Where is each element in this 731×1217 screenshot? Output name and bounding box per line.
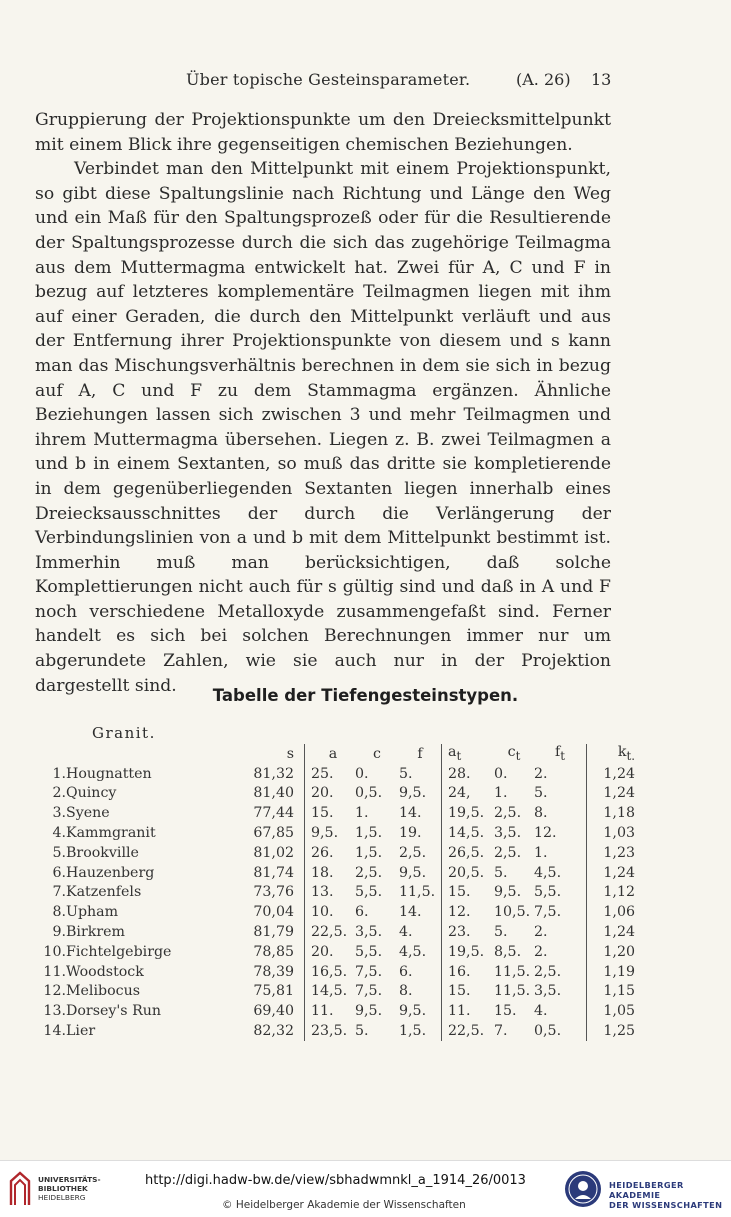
cell-f: 2,5. [399,844,427,861]
cell-c: 7,5. [355,983,383,1000]
header-reference: (A. 26) [516,70,571,89]
page-number: 13 [591,70,612,89]
cell-f: 19. [399,825,422,842]
cell-idx: 2. [52,785,66,802]
cell-idx: 11. [43,963,66,980]
cell-kt: 1,05 [587,1001,636,1021]
table-row [30,1021,635,1041]
table-row [30,1001,635,1021]
cell-kt: 1,24 [587,784,636,804]
library-logo-line: HEIDELBERG [38,1193,86,1202]
cell-s: 75,81 [253,983,294,1000]
cell-a: 18. [305,863,356,883]
cell-s: 78,85 [253,943,294,960]
academy-seal-icon [563,1169,603,1209]
cell-idx: 8. [52,904,66,921]
cell-a: 16,5. [305,962,356,982]
cell-kt: 1,12 [587,883,636,903]
cell-f: 11,5. [399,884,436,901]
header-s: s [286,745,294,762]
table-body [30,764,635,1041]
header-name [66,744,236,764]
cell-a: 10. [305,902,356,922]
cell-at: 20,5. [442,863,495,883]
cell-f: 14. [399,805,422,822]
cell-s: 69,40 [253,1003,294,1020]
cell-a: 20. [305,942,356,962]
cell-name: Dorsey's Run [66,1003,162,1020]
cell-at: 23. [442,922,495,942]
cell-kt: 1,19 [587,962,636,982]
cell-s: 73,76 [253,884,294,901]
cell-a: 25. [305,764,356,784]
cell-ft: 2,5. [534,963,562,980]
cell-c: 2,5. [355,864,383,881]
header-index [30,744,66,764]
cell-ct: 9,5. [494,884,522,901]
cell-ct: 11,5. [494,963,531,980]
cell-ft: 3,5. [534,983,562,1000]
source-url-link[interactable]: http://digi.hadw-bw.de/view/sbhadwmnkl_a_1914_26/0013 [145,1173,526,1188]
cell-kt: 1,23 [587,843,636,863]
cell-c: 1,5. [355,844,383,861]
table-row [30,902,635,922]
cell-idx: 4. [52,825,66,842]
header-ft [534,744,587,764]
table-row [30,883,635,903]
cell-ct: 11,5. [494,983,531,1000]
header-kt [587,744,636,764]
cell-kt: 1,25 [587,1021,636,1041]
cell-a: 23,5. [305,1021,356,1041]
cell-kt: 1,03 [587,823,636,843]
cell-ct: 2,5. [494,844,522,861]
cell-f: 1,5. [399,1023,427,1040]
cell-kt: 1,24 [587,922,636,942]
cell-name: Fichtelgebirge [66,943,172,960]
cell-c: 3,5. [355,924,383,941]
table-group-title: Granit. [92,724,156,742]
cell-kt: 1,18 [587,803,636,823]
header-a: a [305,744,356,764]
cell-c: 5,5. [355,943,383,960]
cell-kt: 1,15 [587,982,636,1002]
header-ct [494,744,534,764]
cell-c: 0,5. [355,785,383,802]
cell-idx: 5. [52,844,66,861]
cell-at: 16. [442,962,495,982]
cell-s: 81,79 [253,924,294,941]
table-row [30,982,635,1002]
cell-a: 22,5. [305,922,356,942]
paragraph: Verbindet man den Mittelpunkt mit einem Projektionspunkt, so gibt diese Spaltungslinie nach Richtung und Länge den Weg und ein Maß für den Spaltungsprozeß oder für die Resultierende der Spaltungsprozesse durch die sich das zugehörige Teilmagma aus dem Muttermagma entwickelt hat. Zwei für A, C und F in bezug auf letzteres komplementäre Teilmagmen liegen mit ihm auf einer Geraden, die durch den Mittelpunkt verläuft und aus der Entfernung ihrer Projektionspunkte von diesem und s kann man das Mischungsverhältnis berechnen in dem sie sich in bezug auf A, C und F zu dem Stammagma ergänzen. Ähnliche Beziehungen lassen sich zwischen 3 und mehr Teilmagmen und ihrem Muttermagma übersehen. Liegen z. B. zwei Teilmagmen a und b in einem Sextanten, so muß das dritte sie kompletierende in dem gegenüberliegenden Sextanten liegen innerhalb eines Dreiecksausschnittes der durch die Verlängerung der Verbindungslinien von a und b mit dem Mittelpunkt bestimmt ist. Immerhin muß man berücksichtigen, daß solche Komplettierungen nicht auch für s gültig sind und daß in A und F noch verschiedene Metalloxyde zusammengefaßt sind. Ferner handelt es sich bei solchen Berechnungen immer nur um abgerundete Zahlen, wie sie auch nur in der Projektion dargestellt sind. [35,159,611,696]
cell-name: Hauzenberg [66,864,155,881]
cell-c: 0. [355,765,369,782]
cell-ft: 5,5. [534,884,562,901]
table-row [30,962,635,982]
cell-ft: 12. [534,825,557,842]
cell-name: Katzenfels [66,884,142,901]
header-kt-main: k [617,744,627,761]
header-ct-main: c [507,744,516,761]
cell-idx: 14. [43,1023,66,1040]
cell-name: Hougnatten [66,765,152,782]
library-logo-text [38,1175,101,1202]
footer-bar [0,1160,731,1217]
cell-s: 67,85 [253,825,294,842]
table-row [30,823,635,843]
cell-s: 78,39 [253,963,294,980]
header-at-main: a [448,744,457,761]
cell-s: 82,32 [253,1023,294,1040]
cell-at: 26,5. [442,843,495,863]
cell-c: 1,5. [355,825,383,842]
cell-idx: 1. [52,765,66,782]
header-kt-sub: t. [626,749,635,764]
body-text [35,108,611,698]
academy-logo-line: HEIDELBERGER AKADEMIE [609,1180,684,1200]
cell-at: 12. [442,902,495,922]
table-header-row [30,744,635,764]
cell-s: 77,44 [253,805,294,822]
cell-at: 11. [442,1001,495,1021]
cell-f: 4,5. [399,943,427,960]
cell-f: 9,5. [399,864,427,881]
cell-name: Upham [66,904,119,921]
cell-a: 9,5. [305,823,356,843]
cell-f: 9,5. [399,785,427,802]
paragraph: Gruppierung der Projektionspunkte um den Dreiecksmittelpunkt mit einem Blick ihre gegenseitigen chemischen Beziehungen. [35,110,611,155]
cell-f: 4. [399,924,413,941]
cell-ft: 2. [534,924,548,941]
cell-idx: 6. [52,864,66,881]
cell-c: 7,5. [355,963,383,980]
cell-s: 70,04 [253,904,294,921]
cell-a: 15. [305,803,356,823]
cell-c: 5,5. [355,884,383,901]
header-ct-sub: t [515,749,521,764]
cell-f: 6. [399,963,413,980]
cell-name: Kammgranit [66,825,156,842]
cell-at: 15. [442,883,495,903]
cell-name: Brookville [66,844,139,861]
cell-idx: 13. [43,1003,66,1020]
cell-ct: 1. [494,785,508,802]
cell-ft: 0,5. [534,1023,562,1040]
cell-a: 14,5. [305,982,356,1002]
cell-c: 6. [355,904,369,921]
academy-logo-line: DER WISSENSCHAFTEN [609,1200,723,1210]
library-logo-line: BIBLIOTHEK [38,1184,88,1193]
cell-ft: 1. [534,844,548,861]
cell-s: 81,40 [253,785,294,802]
cell-name: Quincy [66,785,117,802]
header-at [442,744,495,764]
cell-ct: 5. [494,864,508,881]
cell-ct: 3,5. [494,825,522,842]
cell-ct: 15. [494,1003,517,1020]
header-f: f [417,745,423,762]
cell-name: Lier [66,1023,96,1040]
cell-name: Melibocus [66,983,140,1000]
cell-at: 19,5. [442,942,495,962]
cell-at: 19,5. [442,803,495,823]
cell-f: 14. [399,904,422,921]
cell-a: 11. [305,1001,356,1021]
cell-idx: 10. [43,943,66,960]
cell-idx: 7. [52,884,66,901]
header-ft-main: f [554,744,561,761]
table-title: Tabelle der Tiefengesteinstypen. [212,686,519,705]
cell-kt: 1,20 [587,942,636,962]
cell-ct: 7. [494,1023,508,1040]
cell-ct: 2,5. [494,805,522,822]
copyright-text: © Heidelberger Akademie der Wissenschaften [222,1199,466,1211]
cell-name: Woodstock [66,963,144,980]
cell-at: 14,5. [442,823,495,843]
header-title: Über topische Gesteinsparameter. [186,70,471,89]
university-library-logo-icon [8,1171,32,1207]
cell-ft: 7,5. [534,904,562,921]
cell-f: 8. [399,983,413,1000]
cell-ft: 4,5. [534,864,562,881]
cell-idx: 9. [52,924,66,941]
header-at-sub: t [456,749,462,764]
cell-f: 5. [399,765,413,782]
cell-idx: 3. [52,805,66,822]
cell-name: Syene [66,805,110,822]
table-row [30,803,635,823]
cell-ft: 5. [534,785,548,802]
cell-ft: 2. [534,943,548,960]
header-c: c [373,745,381,762]
cell-ct: 0. [494,765,508,782]
table-row [30,942,635,962]
cell-kt: 1,06 [587,902,636,922]
table-row [30,764,635,784]
table-row [30,922,635,942]
cell-c: 5. [355,1023,369,1040]
cell-a: 20. [305,784,356,804]
cell-at: 15. [442,982,495,1002]
cell-ft: 4. [534,1003,548,1020]
cell-ct: 10,5. [494,904,531,921]
header-ft-sub: t [560,749,566,764]
running-header [0,70,731,94]
cell-c: 9,5. [355,1003,383,1020]
cell-s: 81,74 [253,864,294,881]
cell-idx: 12. [43,983,66,1000]
cell-ct: 8,5. [494,943,522,960]
cell-f: 9,5. [399,1003,427,1020]
cell-at: 28. [442,764,495,784]
cell-c: 1. [355,805,369,822]
table-row [30,784,635,804]
cell-kt: 1,24 [587,764,636,784]
cell-ft: 2. [534,765,548,782]
cell-a: 13. [305,883,356,903]
table-row [30,843,635,863]
cell-at: 24, [442,784,495,804]
academy-logo-text [609,1180,731,1210]
cell-kt: 1,24 [587,863,636,883]
cell-ct: 5. [494,924,508,941]
cell-at: 22,5. [442,1021,495,1041]
rock-types-table [30,744,635,1041]
cell-a: 26. [305,843,356,863]
cell-s: 81,32 [253,765,294,782]
cell-name: Birkrem [66,924,125,941]
cell-s: 81,02 [253,844,294,861]
library-logo-line: UNIVERSITÄTS- [38,1175,101,1184]
table-row [30,863,635,883]
cell-ft: 8. [534,805,548,822]
